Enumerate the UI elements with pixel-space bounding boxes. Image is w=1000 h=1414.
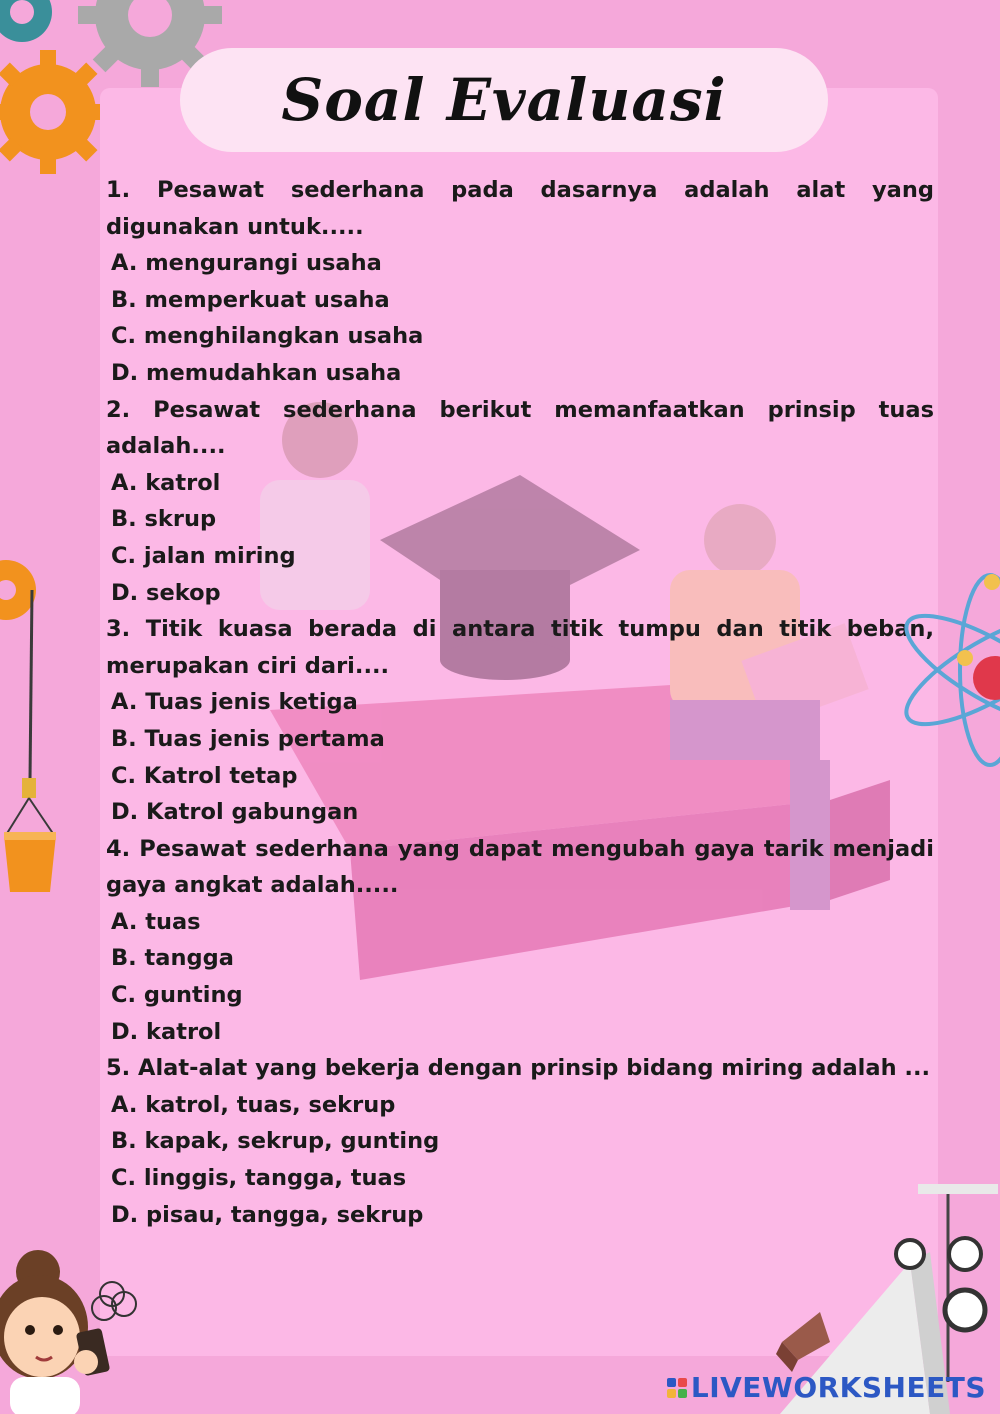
option-a[interactable]: A. katrol, tuas, sekrup [111, 1091, 396, 1118]
option-d[interactable]: D. memudahkan usaha [111, 359, 402, 386]
question-text: 4. Pesawat sederhana yang dapat mengubah gaya tarik menjadi gaya angkat adalah..... [106, 835, 934, 899]
question-block [106, 392, 934, 612]
question-text: 1. Pesawat sederhana pada dasarnya adalah alat yang digunakan untuk..... [106, 177, 934, 240]
option-b[interactable]: B. Tuas jenis pertama [111, 725, 385, 752]
option-b[interactable]: B. tangga [111, 945, 234, 972]
question-text: 5. Alat-alat yang bekerja dengan prinsip bidang miring adalah ... [106, 1055, 931, 1082]
pulley-bucket-icon [0, 540, 70, 900]
option-a[interactable]: A. mengurangi usaha [111, 250, 382, 277]
option-c[interactable]: C. jalan miring [111, 542, 296, 569]
question-text: 2. Pesawat sederhana berikut memanfaatkan prinsip tuas adalah.... [106, 396, 934, 460]
option-c[interactable]: C. menghilangkan usaha [111, 323, 424, 350]
option-c[interactable]: C. linggis, tangga, tuas [111, 1165, 407, 1192]
option-d[interactable]: D. pisau, tangga, sekrup [111, 1201, 424, 1228]
atom-icon [890, 560, 1000, 790]
title-banner [180, 48, 828, 152]
option-b[interactable]: B. kapak, sekrup, gunting [111, 1128, 440, 1155]
question-block [106, 172, 934, 392]
option-a[interactable]: A. katrol [111, 469, 221, 496]
option-a[interactable]: A. tuas [111, 908, 201, 935]
option-a[interactable]: A. Tuas jenis ketiga [111, 689, 358, 716]
liveworksheets-mark-icon [667, 1378, 687, 1398]
question-block [106, 611, 934, 831]
option-d[interactable]: D. sekop [111, 579, 221, 606]
question-text: 3. Titik kuasa berada di antara titik tumpu dan titik beban, merupakan ciri dari.... [106, 616, 934, 679]
option-b[interactable]: B. skrup [111, 506, 217, 533]
brand-name: LIVEWORKSHEETS [690, 1371, 986, 1404]
option-d[interactable]: D. Katrol gabungan [111, 799, 359, 826]
question-block [106, 831, 934, 1051]
option-b[interactable]: B. memperkuat usaha [111, 286, 390, 313]
option-c[interactable]: C. gunting [111, 982, 243, 1009]
page-title: Soal Evaluasi [281, 66, 727, 134]
scientist-character-icon [0, 1232, 160, 1414]
question-list [106, 172, 934, 1233]
option-d[interactable]: D. katrol [111, 1018, 222, 1045]
option-c[interactable]: C. Katrol tetap [111, 762, 298, 789]
liveworksheets-logo[interactable] [667, 1371, 986, 1404]
